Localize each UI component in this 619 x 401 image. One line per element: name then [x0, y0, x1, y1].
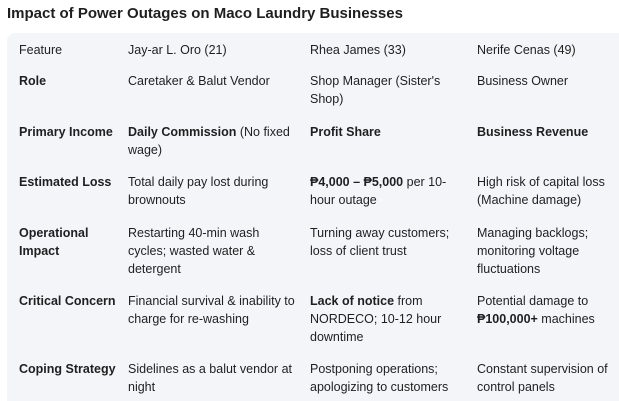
- feature-label: Coping Strategy: [19, 362, 116, 376]
- cell-nerife: Potential damage to ₱100,000+ machines: [477, 294, 595, 326]
- feature-label: Critical Concern: [19, 294, 116, 308]
- page-title: Impact of Power Outages on Maco Laundry Businesses: [7, 5, 403, 22]
- header-feature: Feature: [19, 43, 63, 57]
- cell-rhea: Postponing operations; apologizing to customers: [310, 362, 449, 394]
- cell-jayar: Caretaker & Balut Vendor: [128, 74, 270, 88]
- cell-jayar: Sidelines as a balut vendor at night: [128, 362, 292, 394]
- header-nerife: Nerife Cenas (49): [477, 43, 576, 57]
- cell-nerife: Business Owner: [477, 74, 569, 88]
- cell-rhea: Lack of notice from NORDECO; 10-12 hour downtime: [310, 294, 442, 344]
- feature-label: Estimated Loss: [19, 175, 112, 189]
- cell-rhea: Profit Share: [310, 125, 381, 139]
- cell-nerife: Constant supervision of control panels: [477, 362, 608, 394]
- header-rhea: Rhea James (33): [310, 43, 406, 57]
- feature-label: Role: [19, 74, 47, 88]
- cell-rhea: Shop Manager (Sister's Shop): [310, 74, 441, 106]
- cell-nerife: Managing backlogs; monitoring voltage fluctuations: [477, 226, 589, 276]
- cell-nerife: High risk of capital loss (Machine damage): [477, 175, 605, 207]
- cell-jayar: Financial survival & inability to charge for re-washing: [128, 294, 295, 326]
- cell-jayar: Restarting 40-min wash cycles; wasted water & detergent: [128, 226, 260, 276]
- feature-label: Primary Income: [19, 125, 113, 139]
- header-jayar: Jay-ar L. Oro (21): [128, 43, 227, 57]
- cell-rhea: Turning away customers; loss of client trust: [310, 226, 450, 258]
- cell-jayar: Daily Commission (No fixed wage): [128, 125, 290, 157]
- cell-jayar: Total daily pay lost during brownouts: [128, 175, 269, 207]
- comparison-table: [7, 33, 619, 401]
- feature-label: Operational Impact: [19, 226, 89, 258]
- cell-nerife: Business Revenue: [477, 125, 589, 139]
- cell-rhea: ₱4,000 – ₱5,000 per 10-hour outage: [310, 175, 447, 207]
